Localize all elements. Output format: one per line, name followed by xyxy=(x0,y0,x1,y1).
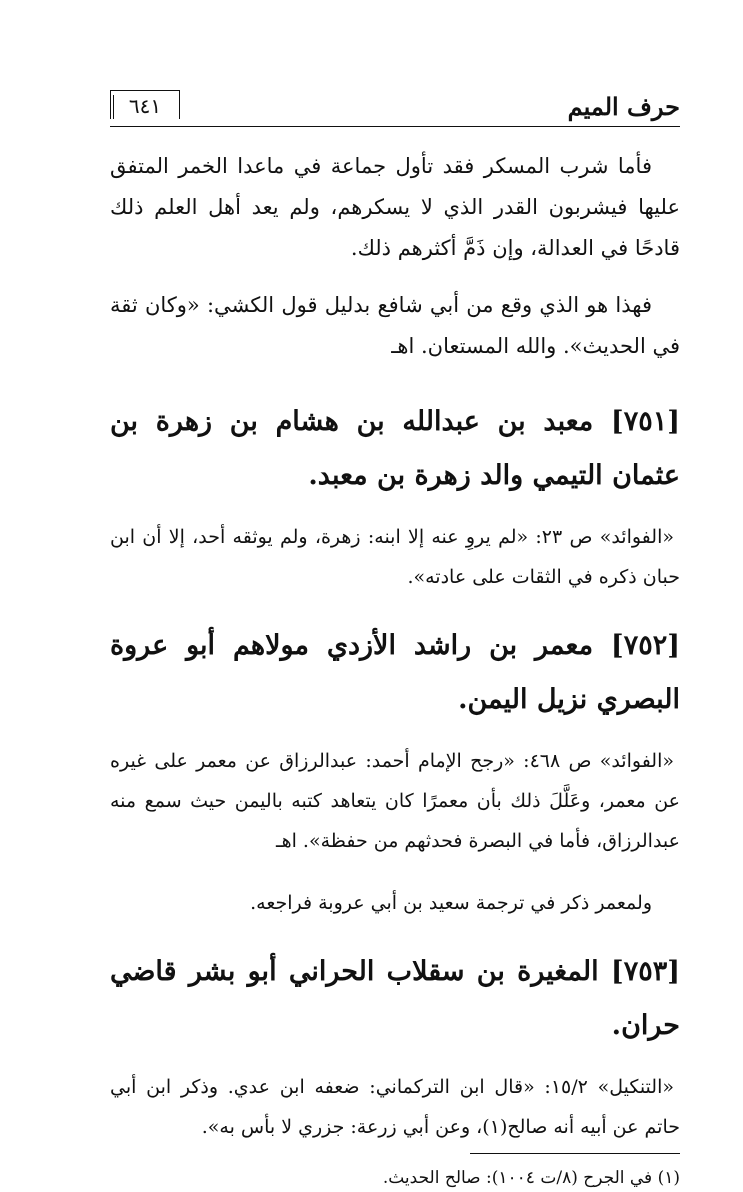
footnote: (١) في الجرح (٨/ت ١٠٠٤): صالح الحديث. xyxy=(382,1168,680,1188)
page-header xyxy=(110,90,680,127)
page-number: ٦٤١ xyxy=(110,90,180,119)
chapter-title: حرف الميم xyxy=(567,92,680,121)
entry-heading-753: [٧٥٣] المغيرة بن سقلاب الحراني أبو بشر قاضي حران. xyxy=(110,956,680,1041)
entry-text-751: «الفوائد» ص ٢٣: «لم يروِ عنه إلا ابنه: زهرة، ولم يوثقه أحد، إلا أن ابن حبان ذكره في الثقات على عادته». xyxy=(110,526,680,588)
entry-heading-752: [٧٥٢] معمر بن راشد الأزدي مولاهم أبو عروة البصري نزيل اليمن. xyxy=(110,630,680,715)
entry-heading-751: [٧٥١] معبد بن عبدالله بن هشام بن زهرة بن عثمان التيمي والد زهرة بن معبد. xyxy=(110,406,680,491)
footnote-divider xyxy=(470,1153,680,1154)
paragraph: فهذا هو الذي وقع من أبي شافع بدليل قول الكشي: «وكان ثقة في الحديث». والله المستعان. اهـ xyxy=(110,293,680,358)
page-body xyxy=(110,146,680,1192)
entry-text-753: «التنكيل» ١٥/٢: «قال ابن التركماني: ضعفه ابن عدي. وذكر ابن أبي حاتم عن أبيه أنه صالح(١)، وعن أبي زرعة: جزري لا بأس به». xyxy=(110,1076,680,1138)
entry-note-752: ولمعمر ذكر في ترجمة سعيد بن أبي عروبة فراجعه. xyxy=(250,892,652,914)
entry-text-752: «الفوائد» ص ٤٦٨: «رجح الإمام أحمد: عبدالرزاق عن معمر على غيره عن معمر، وعَلَّلَ ذلك بأن معمرًا كان يتعاهد كتبه باليمن حيث سمع منه عبدالرزاق، فأما في البصرة فحدثهم من حفظة». اهـ xyxy=(110,750,680,852)
paragraph: فأما شرب المسكر فقد تأول جماعة في ماعدا الخمر المتفق عليها فيشربون القدر الذي لا يسكرهم، ولم يعد أهل العلم ذلك قادحًا في العدالة، وإن ذَمَّ أكثرهم ذلك. xyxy=(110,154,680,260)
